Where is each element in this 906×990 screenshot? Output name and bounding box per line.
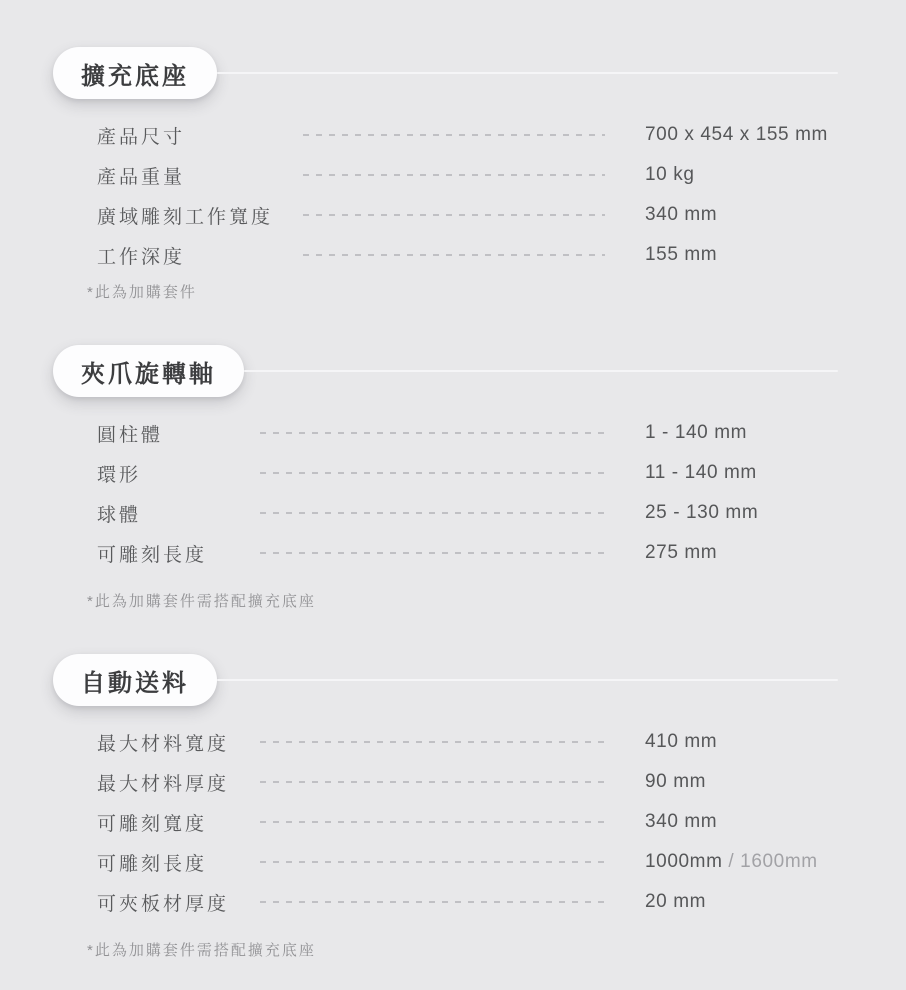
spec-value — [645, 851, 906, 873]
spec-rows — [97, 413, 906, 573]
spec-label: 廣域雕刻工作寬度 — [97, 206, 274, 228]
spec-label: 環形 — [97, 464, 142, 486]
spec-row — [97, 842, 906, 882]
spec-row — [97, 453, 906, 493]
spec-label: 工作深度 — [97, 246, 186, 268]
spec-value-main: 410 mm — [645, 731, 718, 752]
spec-label: 可雕刻寬度 — [97, 813, 208, 835]
section-header — [53, 47, 838, 99]
section-divider-line — [217, 72, 838, 74]
spec-value — [645, 462, 906, 484]
dashed-leader-line — [303, 174, 605, 176]
spec-row — [97, 155, 906, 195]
spec-label: 產品尺寸 — [97, 126, 186, 148]
spec-section-2 — [0, 345, 906, 612]
spec-row — [97, 413, 906, 453]
spec-value-main: 155 mm — [645, 244, 718, 265]
dashed-leader-line — [260, 552, 605, 554]
spec-value — [645, 164, 906, 186]
spec-label: 圓柱體 — [97, 424, 164, 446]
spec-row — [97, 722, 906, 762]
spec-value — [645, 811, 906, 833]
spec-label: 可夾板材厚度 — [97, 893, 230, 915]
section-footnote: *此為加購套件需搭配擴充底座 — [87, 942, 316, 959]
spec-value — [645, 244, 906, 266]
section-divider-line — [217, 679, 838, 681]
dashed-leader-line — [303, 214, 605, 216]
spec-label: 可雕刻長度 — [97, 544, 208, 566]
spec-value-main: 90 mm — [645, 771, 707, 792]
spec-value-main: 10 kg — [645, 164, 695, 185]
spec-label: 最大材料寬度 — [97, 733, 230, 755]
spec-value — [645, 891, 906, 913]
spec-value-main: 340 mm — [645, 811, 718, 832]
dashed-leader-line — [260, 781, 605, 783]
spec-row — [97, 533, 906, 573]
spec-value-main: 20 mm — [645, 891, 707, 912]
spec-value-main: 1000mm — [645, 851, 723, 872]
section-header — [53, 654, 838, 706]
spec-value — [645, 542, 906, 564]
section-footnote: *此為加購套件需搭配擴充底座 — [87, 593, 316, 610]
spec-row — [97, 235, 906, 275]
spec-value — [645, 771, 906, 793]
spec-section-3 — [0, 654, 906, 961]
section-footnote: *此為加購套件 — [87, 284, 197, 301]
dashed-leader-line — [303, 134, 605, 136]
spec-value-main: 275 mm — [645, 542, 718, 563]
spec-value-main: 25 - 130 mm — [645, 502, 759, 523]
spec-row — [97, 882, 906, 922]
spec-row — [97, 195, 906, 235]
dashed-leader-line — [260, 512, 605, 514]
spec-row — [97, 115, 906, 155]
spec-section-1 — [0, 47, 906, 303]
dashed-leader-line — [260, 821, 605, 823]
spec-row — [97, 802, 906, 842]
spec-label: 球體 — [97, 504, 142, 526]
section-title-badge — [53, 654, 217, 706]
spec-value-main: 340 mm — [645, 204, 718, 225]
dashed-leader-line — [303, 254, 605, 256]
spec-value — [645, 422, 906, 444]
section-title: 自動送料 — [81, 669, 189, 697]
spec-value — [645, 502, 906, 524]
section-title: 擴充底座 — [81, 62, 189, 90]
dashed-leader-line — [260, 901, 605, 903]
section-title-badge — [53, 47, 217, 99]
spec-value — [645, 204, 906, 226]
spec-label: 產品重量 — [97, 166, 186, 188]
spec-row — [97, 762, 906, 802]
spec-value-secondary: / 1600mm — [722, 851, 818, 872]
spec-value-main: 11 - 140 mm — [645, 462, 757, 483]
section-title-badge — [53, 345, 244, 397]
section-title: 夾爪旋轉軸 — [81, 360, 216, 388]
dashed-leader-line — [260, 432, 605, 434]
spec-value-main: 1 - 140 mm — [645, 422, 748, 443]
spec-label: 可雕刻長度 — [97, 853, 208, 875]
dashed-leader-line — [260, 861, 605, 863]
spec-value — [645, 731, 906, 753]
dashed-leader-line — [260, 741, 605, 743]
section-header — [53, 345, 838, 397]
spec-label: 最大材料厚度 — [97, 773, 230, 795]
spec-value — [645, 124, 906, 146]
dashed-leader-line — [260, 472, 605, 474]
spec-rows — [97, 722, 906, 922]
section-divider-line — [244, 370, 838, 372]
spec-value-main: 700 x 454 x 155 mm — [645, 124, 828, 145]
spec-row — [97, 493, 906, 533]
spec-rows — [97, 115, 906, 275]
